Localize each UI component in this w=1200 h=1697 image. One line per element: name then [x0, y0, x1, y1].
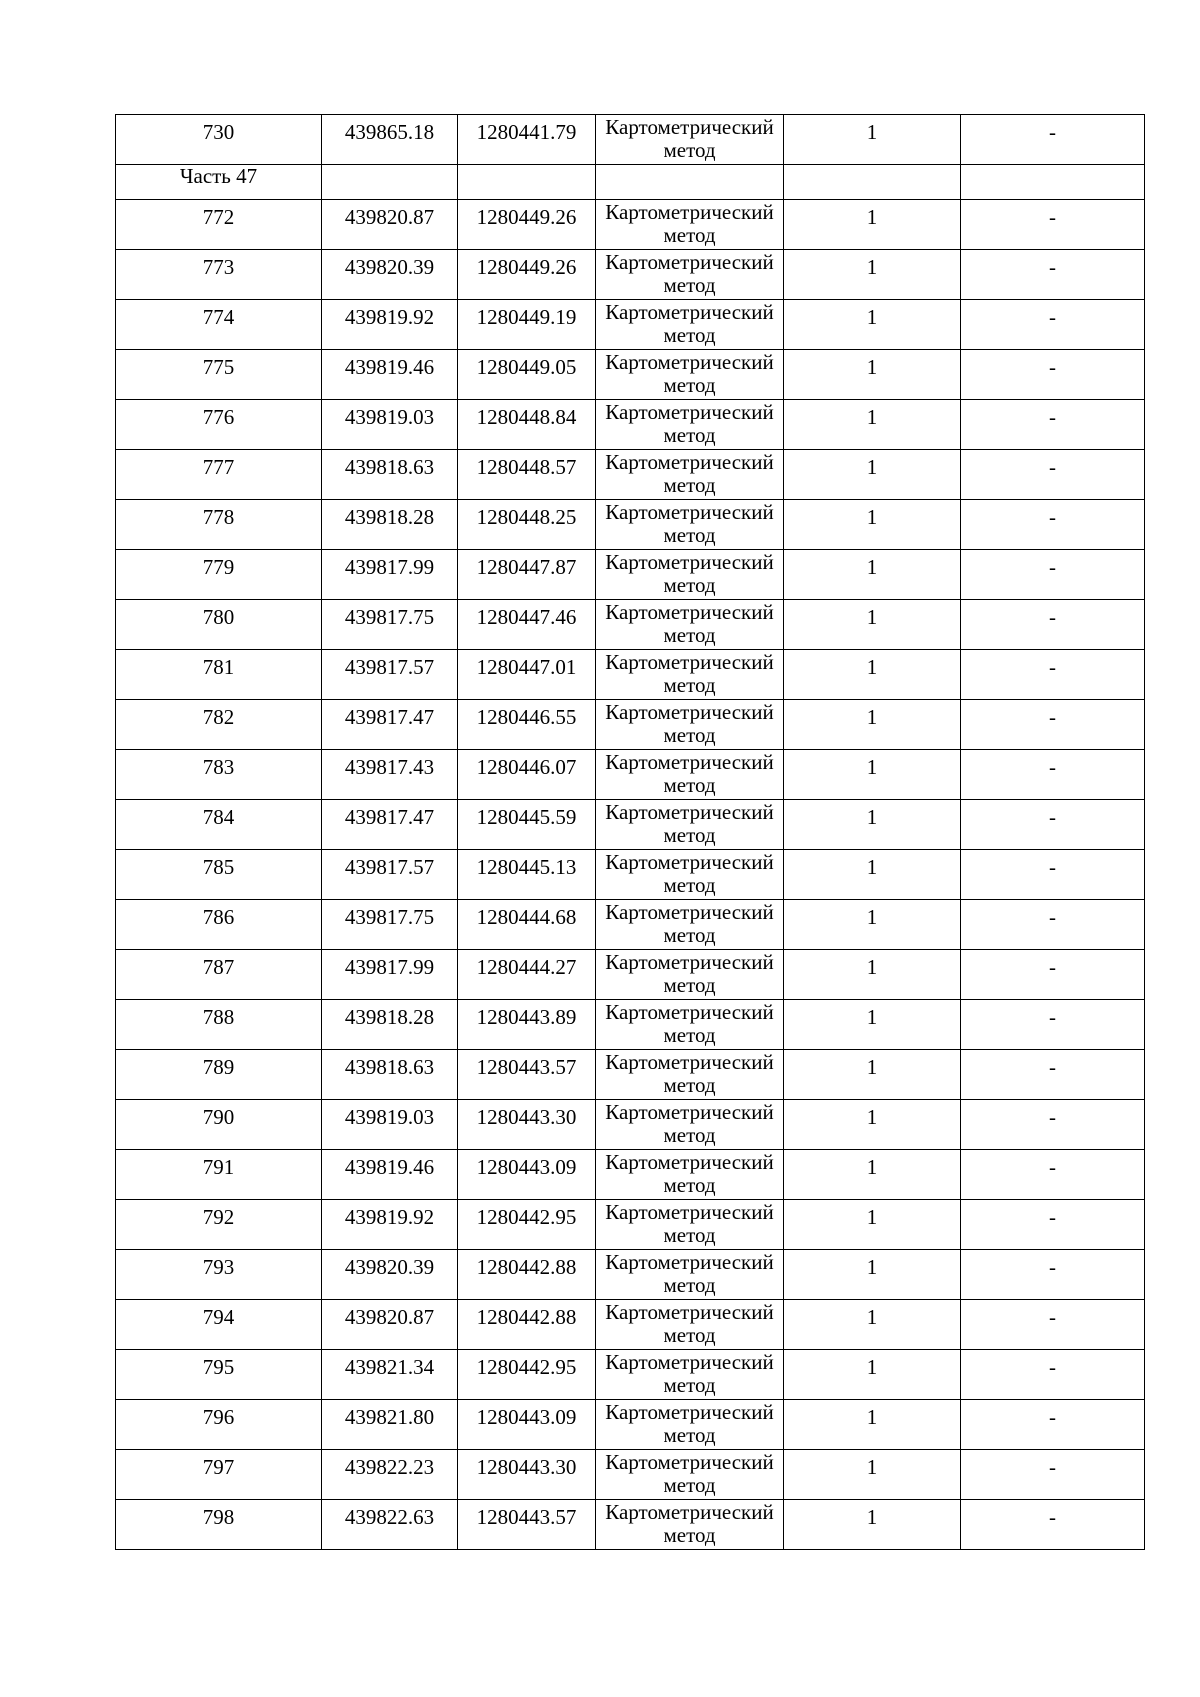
x-coordinate-cell: 439818.63: [322, 1050, 458, 1100]
method-text-line1: Картометрический: [605, 1000, 774, 1024]
part-label-cell: Часть 47: [116, 165, 322, 200]
point-id-cell: 790: [116, 1100, 322, 1150]
method-text-line2: метод: [663, 273, 716, 297]
x-coordinate-cell: 439818.28: [322, 1000, 458, 1050]
y-coordinate-cell: 1280445.59: [458, 800, 596, 850]
method-cell: [596, 400, 784, 450]
accuracy-cell: 1: [784, 550, 961, 600]
method-text-line1: Картометрический: [605, 200, 774, 224]
accuracy-cell: 1: [784, 1250, 961, 1300]
note-cell: -: [961, 1500, 1145, 1550]
method-text-line1: Картометрический: [605, 500, 774, 524]
method-text-line1: Картометрический: [605, 1250, 774, 1274]
accuracy-cell: 1: [784, 115, 961, 165]
method-text-line1: Картометрический: [605, 800, 774, 824]
point-id-cell: 787: [116, 950, 322, 1000]
table-row: [116, 1300, 1145, 1350]
empty-cell: [596, 165, 784, 200]
method-text-line1: Картометрический: [605, 400, 774, 424]
y-coordinate-cell: 1280449.26: [458, 250, 596, 300]
method-text-line2: метод: [663, 1323, 716, 1347]
accuracy-cell: 1: [784, 1100, 961, 1150]
empty-cell: [458, 165, 596, 200]
note-cell: -: [961, 900, 1145, 950]
table-row: [116, 800, 1145, 850]
point-id-cell: 796: [116, 1400, 322, 1450]
x-coordinate-cell: 439817.75: [322, 900, 458, 950]
method-text-line2: метод: [663, 323, 716, 347]
method-text-line2: метод: [663, 1473, 716, 1497]
table-row: [116, 1050, 1145, 1100]
note-cell: -: [961, 650, 1145, 700]
method-cell: [596, 1100, 784, 1150]
method-cell: [596, 1500, 784, 1550]
x-coordinate-cell: 439865.18: [322, 115, 458, 165]
method-cell: [596, 500, 784, 550]
y-coordinate-cell: 1280442.95: [458, 1350, 596, 1400]
x-coordinate-cell: 439817.47: [322, 800, 458, 850]
y-coordinate-cell: 1280448.84: [458, 400, 596, 450]
method-text-line1: Картометрический: [605, 1050, 774, 1074]
method-text-line1: Картометрический: [605, 250, 774, 274]
accuracy-cell: 1: [784, 1000, 961, 1050]
y-coordinate-cell: 1280444.68: [458, 900, 596, 950]
x-coordinate-cell: 439817.75: [322, 600, 458, 650]
note-cell: -: [961, 500, 1145, 550]
method-text-line2: метод: [663, 1123, 716, 1147]
method-text-line2: метод: [663, 138, 716, 162]
method-text-line2: метод: [663, 523, 716, 547]
table-row: [116, 650, 1145, 700]
table-row: [116, 350, 1145, 400]
y-coordinate-cell: 1280441.79: [458, 115, 596, 165]
accuracy-cell: 1: [784, 850, 961, 900]
note-cell: -: [961, 300, 1145, 350]
y-coordinate-cell: 1280442.95: [458, 1200, 596, 1250]
empty-cell: [322, 165, 458, 200]
x-coordinate-cell: 439819.03: [322, 1100, 458, 1150]
empty-cell: [961, 165, 1145, 200]
table-row: [116, 400, 1145, 450]
method-cell: [596, 650, 784, 700]
method-text-line2: метод: [663, 1223, 716, 1247]
method-text-line2: метод: [663, 973, 716, 997]
accuracy-cell: 1: [784, 1150, 961, 1200]
y-coordinate-cell: 1280448.25: [458, 500, 596, 550]
point-id-cell: 777: [116, 450, 322, 500]
accuracy-cell: 1: [784, 1300, 961, 1350]
note-cell: -: [961, 1450, 1145, 1500]
point-id-cell: 792: [116, 1200, 322, 1250]
method-text-line1: Картометрический: [605, 115, 774, 139]
method-text-line2: метод: [663, 1273, 716, 1297]
table-row: [116, 1450, 1145, 1500]
point-id-cell: 784: [116, 800, 322, 850]
method-text-line1: Картометрический: [605, 550, 774, 574]
point-id-cell: 772: [116, 200, 322, 250]
method-text-line2: метод: [663, 1423, 716, 1447]
accuracy-cell: 1: [784, 650, 961, 700]
note-cell: -: [961, 1300, 1145, 1350]
note-cell: -: [961, 1050, 1145, 1100]
method-text-line2: метод: [663, 873, 716, 897]
method-text-line2: метод: [663, 1373, 716, 1397]
note-cell: -: [961, 850, 1145, 900]
table-row: [116, 750, 1145, 800]
accuracy-cell: 1: [784, 800, 961, 850]
point-id-cell: 775: [116, 350, 322, 400]
x-coordinate-cell: 439817.47: [322, 700, 458, 750]
note-cell: -: [961, 800, 1145, 850]
accuracy-cell: 1: [784, 300, 961, 350]
x-coordinate-cell: 439819.92: [322, 1200, 458, 1250]
y-coordinate-cell: 1280443.57: [458, 1050, 596, 1100]
note-cell: -: [961, 700, 1145, 750]
x-coordinate-cell: 439819.92: [322, 300, 458, 350]
x-coordinate-cell: 439820.39: [322, 250, 458, 300]
table-row: [116, 450, 1145, 500]
method-cell: [596, 1150, 784, 1200]
method-text-line1: Картометрический: [605, 750, 774, 774]
y-coordinate-cell: 1280445.13: [458, 850, 596, 900]
table-row: [116, 550, 1145, 600]
point-id-cell: 782: [116, 700, 322, 750]
accuracy-cell: 1: [784, 1450, 961, 1500]
note-cell: -: [961, 950, 1145, 1000]
x-coordinate-cell: 439821.34: [322, 1350, 458, 1400]
method-text-line1: Картометрический: [605, 1150, 774, 1174]
method-text-line1: Картометрический: [605, 650, 774, 674]
point-id-cell: 791: [116, 1150, 322, 1200]
point-id-cell: 785: [116, 850, 322, 900]
y-coordinate-cell: 1280446.07: [458, 750, 596, 800]
note-cell: -: [961, 350, 1145, 400]
part-header-row: [116, 165, 1145, 200]
method-cell: [596, 800, 784, 850]
accuracy-cell: 1: [784, 1500, 961, 1550]
point-id-cell: 774: [116, 300, 322, 350]
x-coordinate-cell: 439817.57: [322, 850, 458, 900]
method-cell: [596, 950, 784, 1000]
method-text-line2: метод: [663, 623, 716, 647]
note-cell: -: [961, 1350, 1145, 1400]
table-row: [116, 1000, 1145, 1050]
method-text-line2: метод: [663, 473, 716, 497]
accuracy-cell: 1: [784, 750, 961, 800]
point-id-cell: 776: [116, 400, 322, 450]
method-text-line2: метод: [663, 723, 716, 747]
accuracy-cell: 1: [784, 1200, 961, 1250]
coordinates-table: [115, 114, 1145, 1550]
point-id-cell: 798: [116, 1500, 322, 1550]
table-row: [116, 850, 1145, 900]
x-coordinate-cell: 439818.28: [322, 500, 458, 550]
x-coordinate-cell: 439819.46: [322, 1150, 458, 1200]
y-coordinate-cell: 1280449.05: [458, 350, 596, 400]
note-cell: -: [961, 550, 1145, 600]
method-cell: [596, 1200, 784, 1250]
accuracy-cell: 1: [784, 250, 961, 300]
method-cell: [596, 115, 784, 165]
method-text-line2: метод: [663, 823, 716, 847]
y-coordinate-cell: 1280442.88: [458, 1250, 596, 1300]
accuracy-cell: 1: [784, 500, 961, 550]
table-row: [116, 950, 1145, 1000]
y-coordinate-cell: 1280449.26: [458, 200, 596, 250]
point-id-cell: 783: [116, 750, 322, 800]
note-cell: -: [961, 400, 1145, 450]
note-cell: -: [961, 600, 1145, 650]
x-coordinate-cell: 439820.39: [322, 1250, 458, 1300]
method-text-line2: метод: [663, 573, 716, 597]
method-cell: [596, 700, 784, 750]
y-coordinate-cell: 1280447.01: [458, 650, 596, 700]
table-row: [116, 600, 1145, 650]
method-text-line1: Картометрический: [605, 1350, 774, 1374]
method-text-line1: Картометрический: [605, 1200, 774, 1224]
table-row: [116, 700, 1145, 750]
accuracy-cell: 1: [784, 400, 961, 450]
x-coordinate-cell: 439820.87: [322, 1300, 458, 1350]
method-text-line1: Картометрический: [605, 1400, 774, 1424]
y-coordinate-cell: 1280447.87: [458, 550, 596, 600]
method-text-line1: Картометрический: [605, 300, 774, 324]
table-row: [116, 1500, 1145, 1550]
y-coordinate-cell: 1280444.27: [458, 950, 596, 1000]
point-id-cell: 789: [116, 1050, 322, 1100]
accuracy-cell: 1: [784, 950, 961, 1000]
x-coordinate-cell: 439820.87: [322, 200, 458, 250]
table-row: [116, 1350, 1145, 1400]
y-coordinate-cell: 1280442.88: [458, 1300, 596, 1350]
note-cell: -: [961, 750, 1145, 800]
method-cell: [596, 600, 784, 650]
y-coordinate-cell: 1280447.46: [458, 600, 596, 650]
point-id-cell: 781: [116, 650, 322, 700]
note-cell: -: [961, 1000, 1145, 1050]
table-row: [116, 900, 1145, 950]
y-coordinate-cell: 1280443.30: [458, 1450, 596, 1500]
method-text-line2: метод: [663, 773, 716, 797]
table-row: [116, 115, 1145, 165]
method-text-line2: метод: [663, 223, 716, 247]
x-coordinate-cell: 439822.23: [322, 1450, 458, 1500]
y-coordinate-cell: 1280443.09: [458, 1150, 596, 1200]
method-cell: [596, 350, 784, 400]
method-cell: [596, 1450, 784, 1500]
note-cell: -: [961, 1400, 1145, 1450]
method-text-line1: Картометрический: [605, 350, 774, 374]
point-id-cell: 779: [116, 550, 322, 600]
method-cell: [596, 1250, 784, 1300]
point-id-cell: 730: [116, 115, 322, 165]
note-cell: -: [961, 1100, 1145, 1150]
point-id-cell: 786: [116, 900, 322, 950]
point-id-cell: 773: [116, 250, 322, 300]
accuracy-cell: 1: [784, 1350, 961, 1400]
point-id-cell: 788: [116, 1000, 322, 1050]
coordinates-table-body: [116, 115, 1145, 1550]
table-row: [116, 1400, 1145, 1450]
point-id-cell: 780: [116, 600, 322, 650]
note-cell: -: [961, 1250, 1145, 1300]
y-coordinate-cell: 1280449.19: [458, 300, 596, 350]
y-coordinate-cell: 1280446.55: [458, 700, 596, 750]
x-coordinate-cell: 439821.80: [322, 1400, 458, 1450]
x-coordinate-cell: 439819.46: [322, 350, 458, 400]
x-coordinate-cell: 439817.43: [322, 750, 458, 800]
note-cell: -: [961, 250, 1145, 300]
method-cell: [596, 1400, 784, 1450]
note-cell: -: [961, 1200, 1145, 1250]
y-coordinate-cell: 1280448.57: [458, 450, 596, 500]
x-coordinate-cell: 439822.63: [322, 1500, 458, 1550]
method-text-line2: метод: [663, 1023, 716, 1047]
method-text-line1: Картометрический: [605, 1100, 774, 1124]
table-row: [116, 1200, 1145, 1250]
x-coordinate-cell: 439817.99: [322, 950, 458, 1000]
point-id-cell: 794: [116, 1300, 322, 1350]
empty-cell: [784, 165, 961, 200]
point-id-cell: 778: [116, 500, 322, 550]
method-text-line1: Картометрический: [605, 950, 774, 974]
accuracy-cell: 1: [784, 450, 961, 500]
method-text-line2: метод: [663, 423, 716, 447]
x-coordinate-cell: 439817.57: [322, 650, 458, 700]
method-cell: [596, 1000, 784, 1050]
x-coordinate-cell: 439819.03: [322, 400, 458, 450]
method-cell: [596, 1300, 784, 1350]
point-id-cell: 795: [116, 1350, 322, 1400]
method-text-line2: метод: [663, 673, 716, 697]
note-cell: -: [961, 450, 1145, 500]
method-cell: [596, 250, 784, 300]
method-text-line2: метод: [663, 373, 716, 397]
accuracy-cell: 1: [784, 600, 961, 650]
method-text-line1: Картометрический: [605, 1300, 774, 1324]
method-text-line1: Картометрический: [605, 600, 774, 624]
method-text-line1: Картометрический: [605, 850, 774, 874]
method-cell: [596, 1350, 784, 1400]
table-row: [116, 300, 1145, 350]
y-coordinate-cell: 1280443.57: [458, 1500, 596, 1550]
method-cell: [596, 750, 784, 800]
method-text-line2: метод: [663, 1523, 716, 1547]
method-text-line2: метод: [663, 923, 716, 947]
method-cell: [596, 900, 784, 950]
accuracy-cell: 1: [784, 900, 961, 950]
accuracy-cell: 1: [784, 200, 961, 250]
x-coordinate-cell: 439817.99: [322, 550, 458, 600]
note-cell: -: [961, 200, 1145, 250]
table-row: [116, 1150, 1145, 1200]
y-coordinate-cell: 1280443.89: [458, 1000, 596, 1050]
method-cell: [596, 450, 784, 500]
y-coordinate-cell: 1280443.09: [458, 1400, 596, 1450]
method-text-line1: Картометрический: [605, 700, 774, 724]
x-coordinate-cell: 439818.63: [322, 450, 458, 500]
method-text-line1: Картометрический: [605, 450, 774, 474]
accuracy-cell: 1: [784, 1400, 961, 1450]
point-id-cell: 793: [116, 1250, 322, 1300]
table-row: [116, 1100, 1145, 1150]
method-text-line2: метод: [663, 1173, 716, 1197]
method-text-line1: Картометрический: [605, 1500, 774, 1524]
method-text-line2: метод: [663, 1073, 716, 1097]
point-id-cell: 797: [116, 1450, 322, 1500]
note-cell: -: [961, 115, 1145, 165]
method-cell: [596, 1050, 784, 1100]
accuracy-cell: 1: [784, 700, 961, 750]
method-cell: [596, 550, 784, 600]
table-row: [116, 1250, 1145, 1300]
method-cell: [596, 200, 784, 250]
accuracy-cell: 1: [784, 1050, 961, 1100]
table-row: [116, 250, 1145, 300]
note-cell: -: [961, 1150, 1145, 1200]
method-text-line1: Картометрический: [605, 900, 774, 924]
accuracy-cell: 1: [784, 350, 961, 400]
y-coordinate-cell: 1280443.30: [458, 1100, 596, 1150]
method-text-line1: Картометрический: [605, 1450, 774, 1474]
method-cell: [596, 300, 784, 350]
table-row: [116, 200, 1145, 250]
table-row: [116, 500, 1145, 550]
method-cell: [596, 850, 784, 900]
